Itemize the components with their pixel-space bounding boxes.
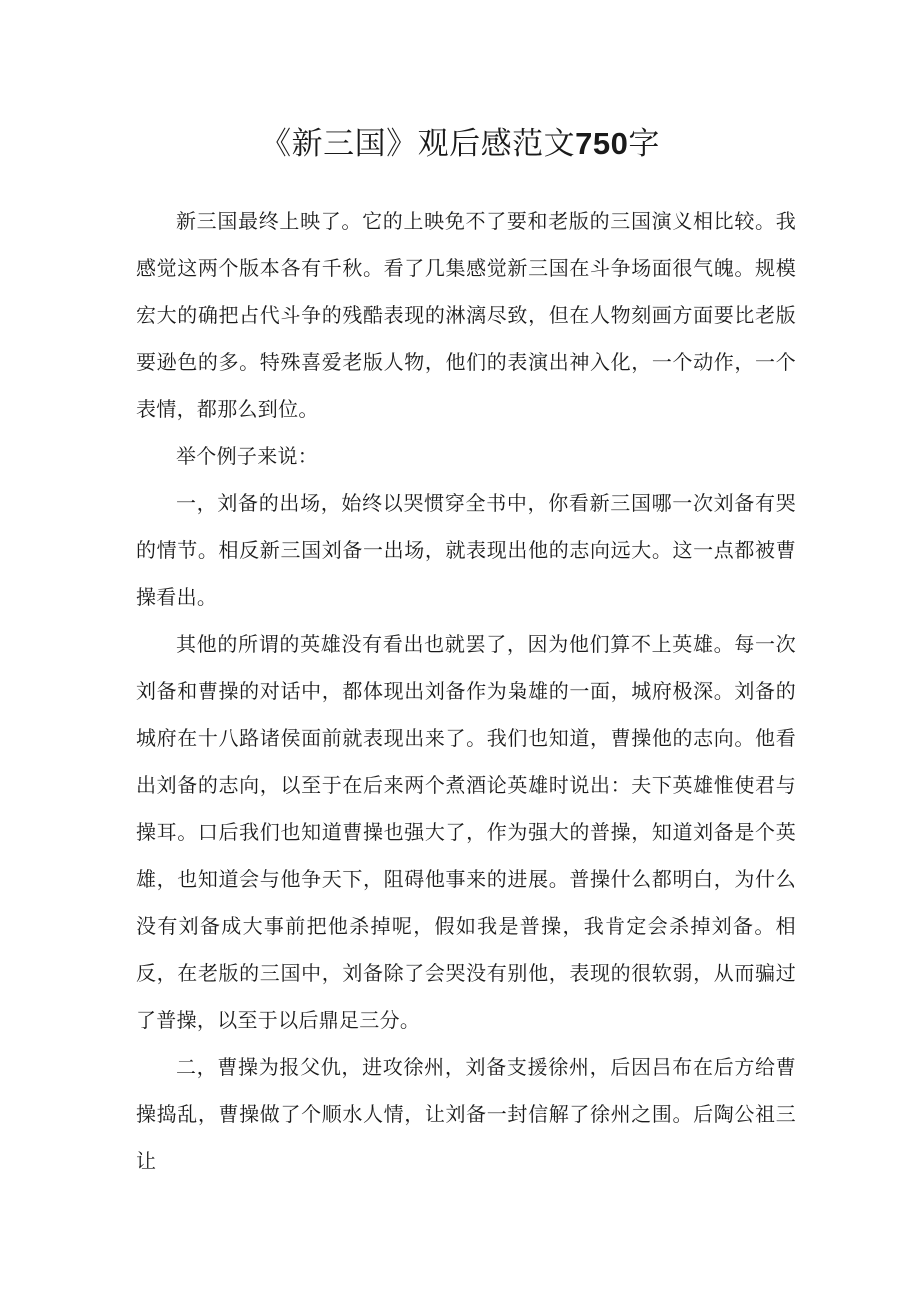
title-number: 750 (575, 126, 629, 161)
title-prefix: 《新三国》观后感范文 (260, 126, 576, 162)
paragraph-4: 其他的所谓的英雄没有看出也就罢了，因为他们算不上英雄。每一次刘备和曹操的对话中，都体现出刘备作为枭雄的一面，城府极深。刘备的城府在十八路诸侯面前就表现出来了。我们也知道，曹操他的志向。他看出刘备的志向，以至于在后来两个煮酒论英雄时说出：夫下英雄惟使君与操耳。口后我们也知道曹操也强大了，作为强大的普操，知道刘备是个英雄，也知道会与他争天下，阻碍他事来的进展。普操什么都明白，为什么没有刘备成大事前把他杀掉呢，假如我是普操，我肯定会杀掉刘备。相反，在老版的三国中，刘备除了会哭没有别他，表现的很软弱，从而骗过了普操，以至于以后鼎足三分。 (136, 632, 796, 1032)
paragraph-5: 二，曹操为报父仇，进攻徐州，刘备支援徐州，后因吕布在后方给曹操捣乱，曹操做了个顺水人情，让刘备一封信解了徐州之围。后陶公祖三让 (136, 1055, 796, 1173)
paragraph-3: 一，刘备的出场，始终以哭惯穿全书中，你看新三国哪一次刘备有哭的情节。相反新三国刘备一出场，就表现出他的志向远大。这一点都被曹操看出。 (136, 491, 796, 609)
paragraph-1: 新三国最终上映了。它的上映免不了要和老版的三国演义相比较。我感觉这两个版本各有千秋。看了几集感觉新三国在斗争场面很气魄。规模宏大的确把占代斗争的残酷表现的淋漓尽致，但在人物刻画方面要比老版要逊色的多。特殊喜爱老版人物，他们的表演出神入化，一个动作，一个表情，都那么到位。 (136, 209, 796, 421)
document-title (0, 122, 920, 166)
title-suffix: 字 (628, 126, 660, 162)
document-body (136, 198, 796, 1185)
paragraph-2: 举个例子来说： (176, 444, 319, 468)
